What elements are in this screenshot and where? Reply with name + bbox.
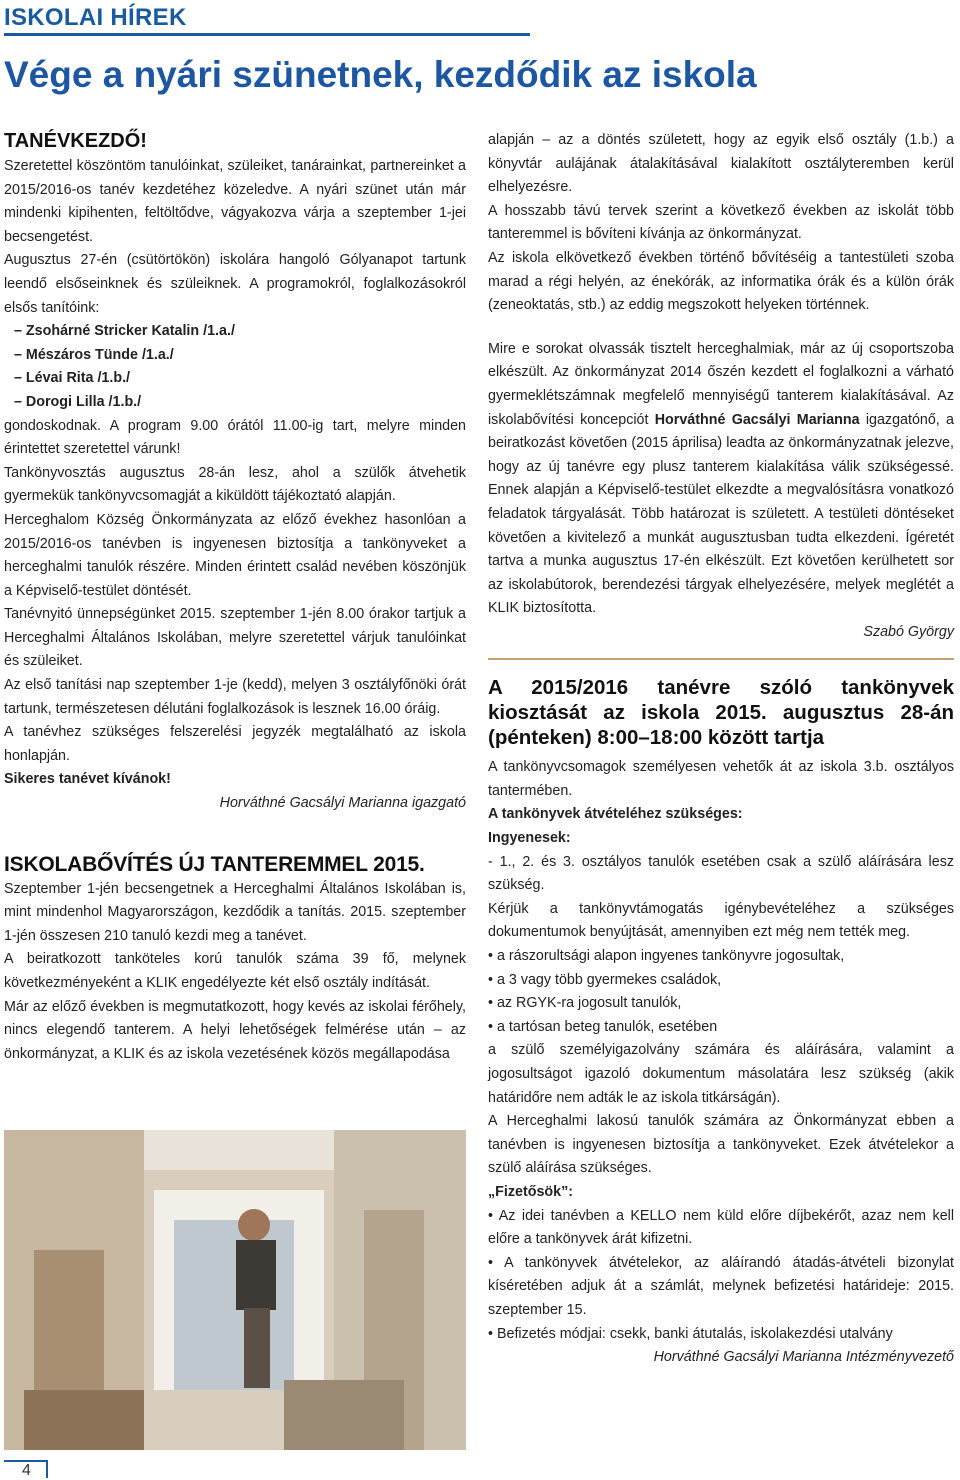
paragraph: Mire e sorokat olvassák tisztelt herceghalmiak, már az új csoportszoba elkészült. Az önkormányzat 2014 őszén kezdett el foglalkozni a várható gyermeklétszámnak megfelelő mennyiségű tanterem kialakításával. Az iskolabővítési koncepciót Horváthné Gacsályi Marianna igazgatónő, a beiratkozást követően (2015 áprilisa) leadta az önkormányzatnak jelezve, hogy az új tanévre egy plusz tanterem kialakítása válik szükségessé. Ennek alapján a Képviselő-testület elkezdte a megvalósításra vonatkozó feladatok tárgyalását. Több határozat is született. A testületi döntéseket követően a kivitelező a munkát augusztusban tudta elkezdeni. Ígéretét tartva a munka augusztus 17-én elkészült. Ezt követően kerülhetett sor az iskolabútorok, berendezési tárgyak elhelyezésére, melyek meglétét a KLIK biztosította. bbox=[488, 340, 955, 617]
list-item: • az RGYK-ra jogosult tanulók, bbox=[488, 995, 682, 1012]
left-column bbox=[4, 128, 466, 1066]
teacher-item: – Zsohárné Stricker Katalin /1.a./ bbox=[14, 323, 235, 340]
subheading: A tankönyvek átvételéhez szükséges: bbox=[488, 806, 743, 823]
paragraph: a szülő személyigazolvány számára és aláírására, valamint a jogosultságot igazoló dokumentum másolatára lesz szükség (akik határidőre nem adták le az iskola titkárságán). bbox=[488, 1042, 954, 1106]
paragraph: Augusztus 27-én (csütörtökön) iskolára hangoló Gólyanapot tartunk leendő elsőseinknek és szüleiknek. A programokról, foglalkozásokról elsős tanítóink: bbox=[4, 252, 466, 316]
tankonyv-headline: A 2015/2016 tanévre szóló tankönyvek kiosztását az iskola 2015. augusztus 28-án (pénteken) 8:00–18:00 között tartja bbox=[488, 676, 954, 749]
construction-photo bbox=[4, 1130, 466, 1450]
signature: Horváthné Gacsályi Marianna Intézményvezető bbox=[653, 1349, 954, 1366]
paragraph: Tanévnyitó ünnepségünket 2015. szeptember 1-jén 8.00 órakor tartjuk a Herceghalmi Általános Iskolában, melyre szeretettel várjuk tanulóinkat és szüleiket. bbox=[4, 606, 466, 670]
paragraph: gondoskodnak. A program 9.00 órától 11.00-ig tart, melyre minden érintettet szeretettel várunk! bbox=[4, 417, 466, 458]
paragraph: Szeretettel köszöntöm tanulóinkat, szüleiket, tanárainkat, partnereinket a 2015/2016-os tanév kezdetéhez közeledve. A nyári szünet után már mindenki kipihenten, feltöltődve, vágyakozva várja a szeptember 1-jei becsengetést. bbox=[4, 158, 466, 245]
paragraph: Herceghalom Község Önkormányzata az előző évekhez hasonlóan a 2015/2016-os tanévben is ingyenesen biztosítja a tankönyveket a herceghalmi tanulók részére. Minden érintett család nevében köszönjük a Képviselő-testület döntését. bbox=[4, 511, 466, 599]
divider bbox=[488, 658, 954, 660]
paragraph: Szeptember 1-jén becsengetnek a Herceghalmi Általános Iskolában is, mint mindenhol Magyarországon, kezdődik a tanítás. 2015. szeptember 1-jén összesen 210 tanuló kezdi meg a tanévet. bbox=[4, 880, 466, 944]
signature: Horváthné Gacsályi Marianna igazgató bbox=[219, 795, 466, 812]
list-item: • Az idei tanévben a KELLO nem küld előre díjbekérőt, azaz nem kell előre a tankönyvek árát kifizetni. bbox=[488, 1207, 954, 1248]
teacher-item: – Lévai Rita /1.b./ bbox=[14, 370, 131, 387]
article-title-iskolabovites: ISKOLABŐVÍTÉS ÚJ TANTEREMMEL 2015. bbox=[4, 852, 425, 876]
list-item: • a rászorultsági alapon ingyenes tankönyvre jogosultak, bbox=[488, 948, 845, 964]
paragraph: Tankönyvosztás augusztus 28-án lesz, ahol a szülők átvehetik gyermekük tankönyvcsomagját a kiküldött tájékoztató alapján. bbox=[4, 464, 466, 505]
paragraph: Kérjük a tankönyvtámogatás igénybevételéhez a szükséges dokumentumok benyújtását, amennyiben ezt még nem tették meg. bbox=[488, 900, 954, 941]
subheading: „Fizetősök”: bbox=[488, 1183, 573, 1200]
paragraph: Már az előző években is megmutatkozott, hogy kevés az iskolai férőhely, nincs elegendő tanterem. A helyi lehetőségek felmérése után – az önkormányzat, a KLIK és az iskola vezetésének közös megállapodása bbox=[4, 998, 466, 1062]
paragraph: A tankönyvcsomagok személyesen vehetők át az iskola 3.b. osztályos tantermében. bbox=[488, 759, 954, 799]
teacher-item: – Dorogi Lilla /1.b./ bbox=[14, 393, 142, 410]
signature: Szabó György bbox=[863, 623, 954, 640]
page-headline: Vége a nyári szünetnek, kezdődik az iskola bbox=[4, 54, 757, 95]
page-number: 4 bbox=[4, 1460, 48, 1478]
right-column bbox=[488, 129, 954, 1370]
closing-line: Sikeres tanévet kívánok! bbox=[4, 771, 171, 788]
teacher-item: – Mészáros Tünde /1.a./ bbox=[14, 346, 174, 363]
list-item: • a tartósan beteg tanulók, esetében bbox=[488, 1018, 718, 1035]
section-rule bbox=[4, 33, 530, 36]
paragraph: A hosszabb távú tervek szerint a következő években az iskolát több tanteremmel is bővíteni kívánja az önkormányzat. bbox=[488, 202, 954, 243]
subheading: Ingyenesek: bbox=[488, 830, 571, 847]
list-item: • A tankönyvek átvételekor, az aláírandó átadás-átvételi bizonylat kíséretében adjuk át a számlát, melynek befizetési határideje: 2015. szeptember 15. bbox=[488, 1254, 954, 1318]
paragraph: A tanévhez szükséges felszerelési jegyzék megtalálható az iskola honlapján. bbox=[4, 724, 466, 764]
list-item: • a 3 vagy több gyermekes családok, bbox=[488, 971, 722, 988]
paragraph: Az első tanítási nap szeptember 1-je (kedd), melyen 3 osztályfőnöki órát tartunk, természetesen délutáni foglalkozások is lesznek 16.00 óráig. bbox=[4, 677, 466, 717]
section-label: ISKOLAI HÍREK bbox=[4, 4, 187, 31]
paragraph: alapján – az a döntés született, hogy az egyik első osztály (1.b.) a könyvtár aulájának átalakításával kialakított osztályteremben kerül elhelyezésre. bbox=[488, 132, 954, 196]
paragraph: A Herceghalmi lakosú tanulók számára az Önkormányzat ebben a tanévben is ingyenesen biztosítja a tankönyveket. Ezek átvételekor a szülő aláírása szükséges. bbox=[488, 1113, 954, 1177]
paragraph: - 1., 2. és 3. osztályos tanulók esetében csak a szülő aláírására lesz szükség. bbox=[488, 853, 954, 894]
article-title-tanevkezdo: TANÉVKEZDŐ! bbox=[4, 130, 147, 152]
list-item: • Befizetés módjai: csekk, banki átutalás, iskolakezdési utalvány bbox=[488, 1325, 893, 1342]
paragraph: Az iskola elkövetkező években történő bővítéséig a tantestületi szoba marad a régi helyén, az énekórák, az informatika órák és a külön órák (zeneoktatás, stb.) az eddig megszokott helyeken történnek. bbox=[488, 249, 954, 314]
paragraph: A beiratkozott tanköteles korú tanulók száma 39 fő, melynek következményeként a KLIK engedélyezte két első osztály indítását. bbox=[4, 951, 466, 991]
